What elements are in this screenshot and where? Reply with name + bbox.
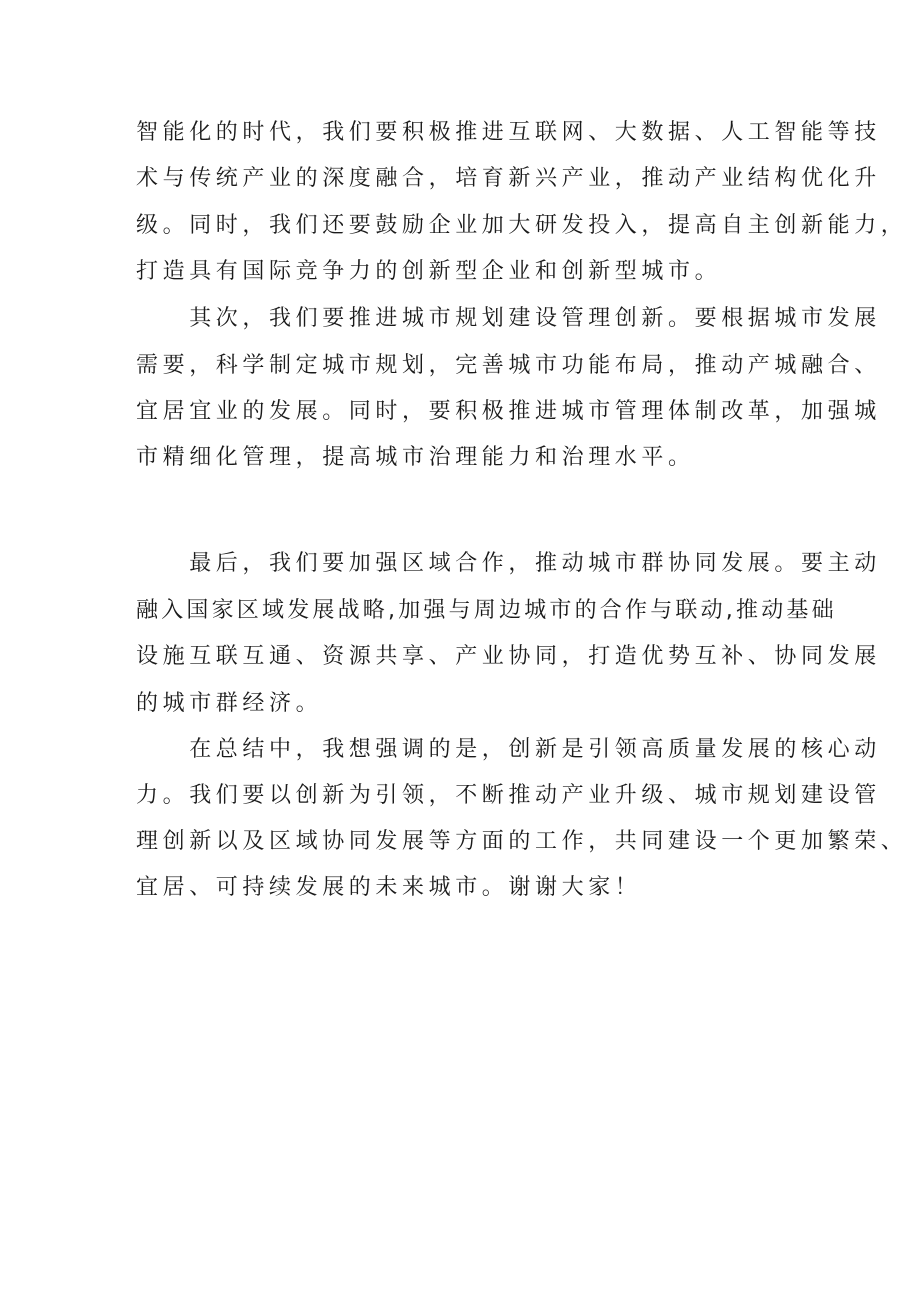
text-line: 智能化的时代，我们要积极推进互联网、大数据、人工智能等技: [136, 120, 881, 145]
text-line: 在总结中，我想强调的是，创新是引领高质量发展的核心动: [136, 737, 881, 762]
text-line: 的城市群经济。: [136, 691, 323, 716]
text-line: 设施互联互通、资源共享、产业协同，打造优势互补、协同发展: [136, 644, 881, 669]
text-line: 需要，科学制定城市规划，完善城市功能布局，推动产城融合、: [136, 353, 881, 378]
text-line: 级。同时，我们还要鼓励企业加大研发投入，提高自主创新能力，: [136, 213, 908, 238]
text-line: 融入国家区域发展战略,加强与周边城市的合作与联动,推动基础: [136, 598, 837, 623]
text-line: 宜居、可持续发展的未来城市。谢谢大家！: [136, 875, 642, 900]
text-line: 宜居宜业的发展。同时，要积极推进城市管理体制改革，加强城: [136, 399, 881, 424]
text-line: 理创新以及区域协同发展等方面的工作，共同建设一个更加繁荣、: [136, 829, 908, 854]
text-line: 其次，我们要推进城市规划建设管理创新。要根据城市发展: [136, 306, 881, 331]
text-line: 术与传统产业的深度融合，培育新兴产业，推动产业结构优化升: [136, 166, 881, 191]
text-line: 力。我们要以创新为引领，不断推动产业升级、城市规划建设管: [136, 783, 881, 808]
text-line: 打造具有国际竞争力的创新型企业和创新型城市。: [136, 259, 722, 284]
text-line: 最后，我们要加强区域合作，推动城市群协同发展。要主动: [136, 551, 881, 576]
text-line: 市精细化管理，提高城市治理能力和治理水平。: [136, 445, 695, 470]
